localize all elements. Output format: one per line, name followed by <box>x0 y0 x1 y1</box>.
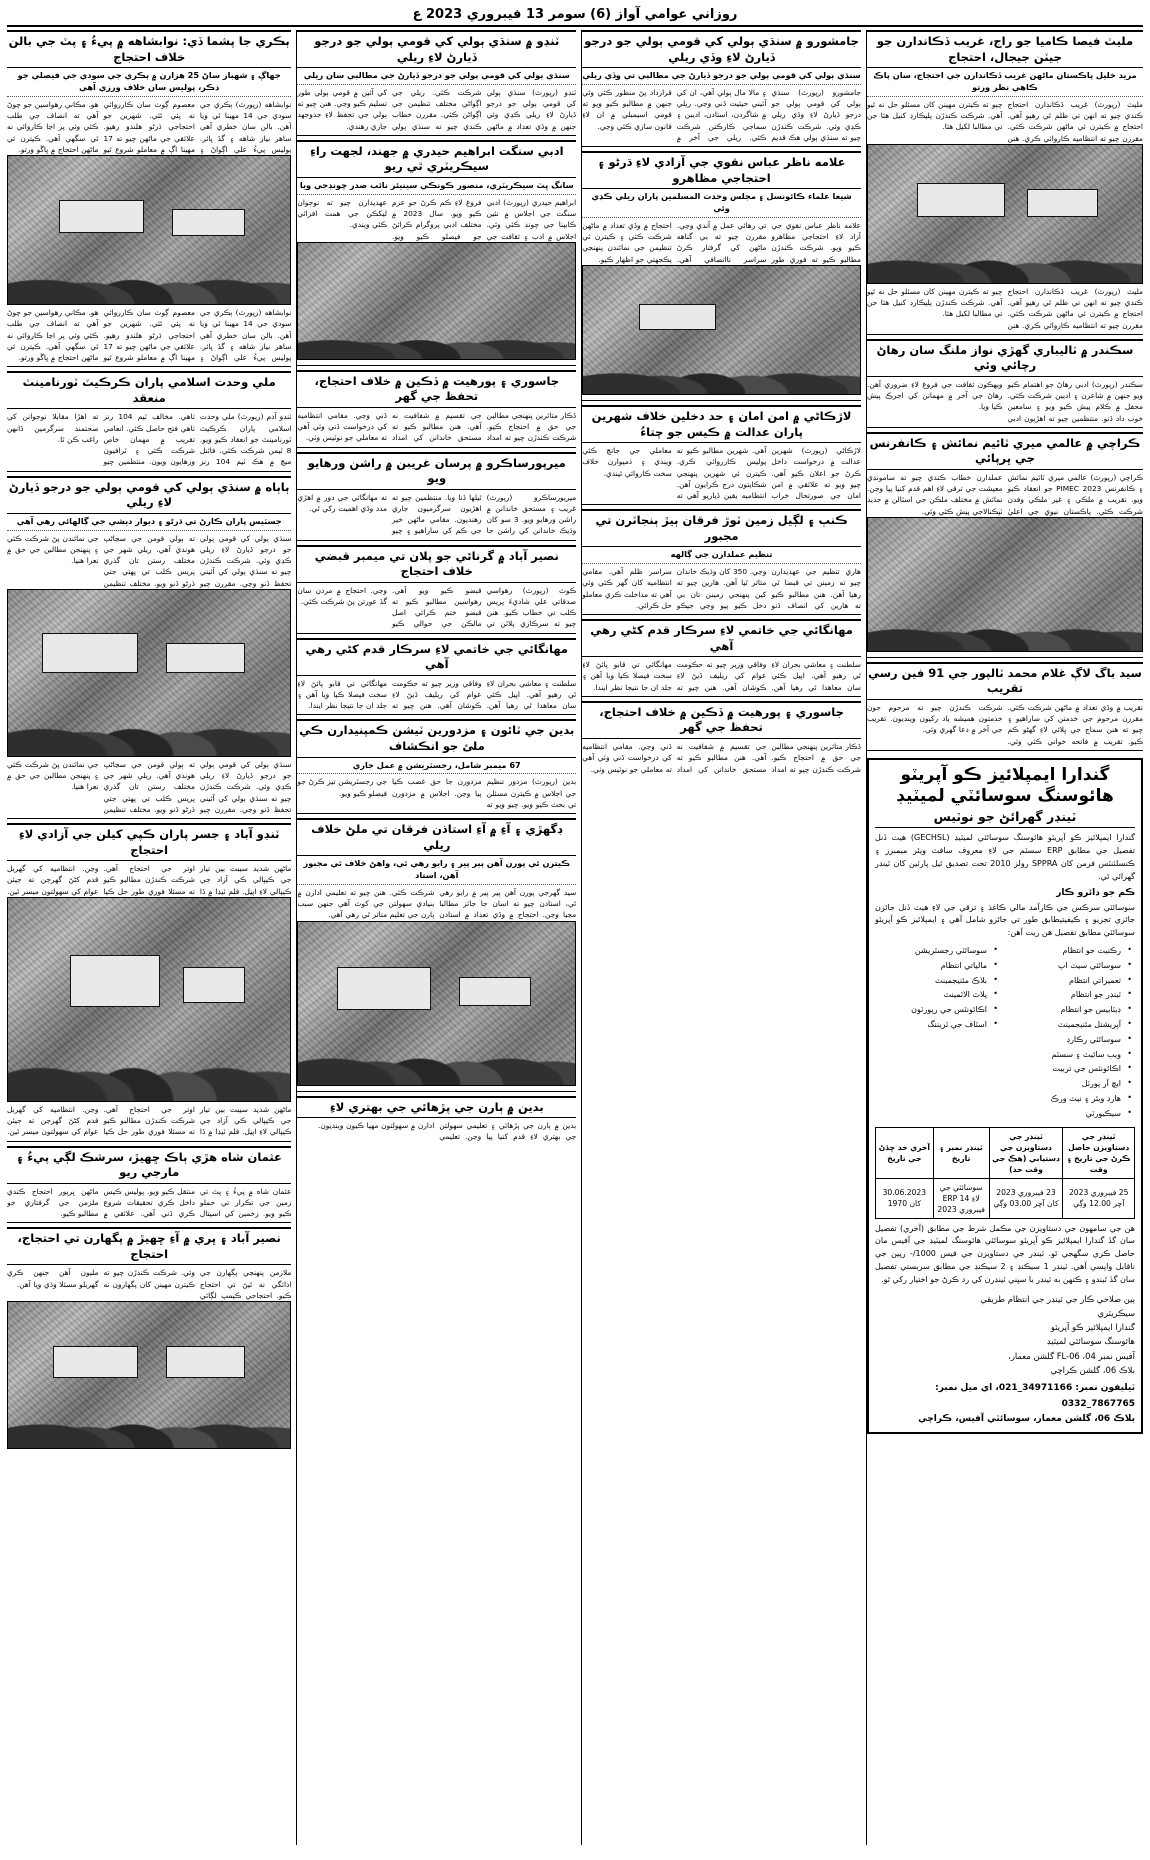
ad-section-heading: ڪم جو دائرو ڪار <box>1056 887 1135 898</box>
article-headline: سيد باگ لاڳ غلام محمد ٽالپور جي 91 فين رسي تقريب <box>867 662 1143 700</box>
masthead-title: روزاني عوامي آواز (6) سومر 13 فيبروري 2023 ع <box>7 5 1143 27</box>
advertisement[interactable] <box>867 758 1143 1434</box>
article-headline: بدين ۾ ٻارن جي پڙهائي جي بهتري لاءِ <box>297 1096 576 1119</box>
table-cell: سوسائٽي جي لاءِ ERP 14 فيبروري 2023 <box>933 1178 989 1218</box>
article[interactable] <box>297 452 576 541</box>
table-header-cell: ٽينڊر جي دستاويزن حاصل ڪرڻ جي تاريخ ۽ وقت <box>1063 1127 1135 1178</box>
article-photo <box>297 242 576 360</box>
column-2 <box>296 30 576 1845</box>
article-body: عثمان شاه ۾ پيءُ ۽ پٽ تي زمين جي تڪرار تي حملو ڪيو ويو. زخمين کي اسپتال منتقل ڪيو ويو. پوليس ڪيس داخل ڪري تحقيقات شروع ڪري ڏني آهي. علائقي ۾ ماڻهن ڀرپور احتجاج ڪندي ملزمن جي گرفتاري جو مطالبو ڪيو. <box>7 1186 292 1219</box>
photo-banner <box>459 977 531 1006</box>
article-headline: ٻاٻاه ۾ سنڌي ٻولي کي قومي ٻولي جو درجو ڏيارڻ لاءِ ريلي <box>7 476 291 514</box>
article[interactable] <box>867 30 1143 335</box>
article-headline: مهانگائي جي خاتمي لاءِ سرڪار قدم کڻي رهي آهي <box>582 619 861 657</box>
ad-scope-lists <box>875 944 1135 1122</box>
article-subhead: تنظيم عملدارن جي ڳالهه <box>582 549 861 564</box>
article[interactable] <box>7 476 291 819</box>
article-body: ابراهيم حيدري (رپورٽ) ادبي سنگت جي اجلاس ۾ نئين ڪابينا جي چونڊ ڪئي وئي. اجلاس ۾ ادب ۽ ثقافت جي فروغ لاءِ ڪم ڪرڻ جو عزم ڪيو ويو. سال 2023 ۾ مختلف ادبي پروگرام ڪرائڻ جو فيصلو ڪيو ويو. عهديدارن چيو ته نوجوان ليکڪن جي همت افزائي ڪئي ويندي. <box>297 197 577 241</box>
article-body: ملازمن پنهنجي پگهارن جي ادائگي نه ٿيڻ تي احتجاج ڪيو. احتجاجي ڪيمپ لڳائي وئي. شرڪت ڪندڙن چيو ته ڪيترن مهينن کان پگهارون نه مليون آهن جنهن ڪري گهريلو مسئلا وڌي ويا آهن. <box>7 1268 292 1300</box>
article-headline: ميرپورساڪرو ۾ پرسان غريبن ۾ راشن ورهايو ويو <box>297 452 576 490</box>
table-header-cell: ٽينڊر جي دستاويزن جي دستيابي (هڪ جي وقت حد) <box>989 1127 1063 1178</box>
article[interactable] <box>297 638 576 716</box>
table-cell: 23 فيبروري 2023 کان آچر 03.00 وڳي <box>989 1178 1063 1218</box>
article-subhead: سانگ ڀٽ سيڪريٽري، منصور ڪونڪي سينيئر نائب صدر چونڊجي ويا <box>297 180 576 195</box>
article-headline: بدين جي ٽائون ۽ مزدورين ٽيشن ڪمپنيدارن ڪي ملئ جو انڪشاف <box>297 719 576 757</box>
article-photo <box>7 155 291 305</box>
article-body: سلطنت ۽ معاشي بحران لاءِ ٿي رهيو آهي. اپيل ڪئي سان معاهدا ٿي رهيا آهن. وفاقي وزير چيو ته حڪومت عوام کي ريليف ڏيڻ لاءِ ڪوشان آهي. هنن چيو ته مهانگائي تي قابو پائڻ لاءِ سخت فيصلا ڪيا ويا آهن ۽ جلد ان جا نتيجا نظر ايندا. <box>297 678 577 711</box>
article-body: جامشورو (رپورٽ) سنڌي ٻولي کي قومي ٻولي جو درجو ڏيارڻ لاءِ وڏي ريلي ڪڍي وئي. شرڪت ڪندڙن چيو ته سنڌي ٻولي هڪ قديم ۽ مالا مال ٻولي آهي، ان کي آئيني حيثيت ڏني وڃي. ريلي ۾ شاگردن، استادن، اديبن ۽ سماجي ڪارڪنن شرڪت ڪئي. ريلي جي آخر ۾ قرارداد پڻ منظور ڪئي وئي جنهن ۾ مطالبو ڪيو ويو ته قومي اسيمبلي ۾ ان لاءِ قانون سازي ڪئي وڃي. <box>582 87 861 142</box>
table-cell: 30.06.2023 کان 1970 <box>875 1178 933 1218</box>
photo-banner <box>917 183 1005 216</box>
ad-subtitle: ٽينڊر گهرائڻ جو نوٽيس <box>875 809 1135 828</box>
article-headline: ٽنڊو آباد ۽ جسر پاران ڪپي کيلن جي آزادي لاءِ احتجاج <box>7 823 291 861</box>
ad-signature <box>875 1292 1135 1378</box>
article[interactable] <box>582 619 861 697</box>
photo-figures <box>868 197 1142 283</box>
article-headline: عثمان شاه هڙي ٻاڪ ڇهيڙ، سرشڪ لڳي پيءُ ۽ مارجي ريو <box>7 1146 291 1184</box>
article-body: سلطنت ۽ معاشي بحران لاءِ ٿي رهيو آهي. اپيل ڪئي سان معاهدا ٿي رهيا آهن. وفاقي وزير چيو ته حڪومت عوام کي ريليف ڏيڻ لاءِ ڪوشان آهي. هنن چيو ته مهانگائي تي قابو پائڻ لاءِ سخت فيصلا ڪيا ويا آهن ۽ جلد ان جا نتيجا نظر ايندا. <box>582 660 861 692</box>
photo-banner <box>337 967 431 1009</box>
article[interactable] <box>7 1227 291 1454</box>
article[interactable] <box>867 339 1143 428</box>
ad-list-item: • ٽينڊر جو انتظام <box>1009 988 1121 1003</box>
article-body: ماڻهن شديد سيبت بين تيار جي ڪيپالي ڪي آزاد جي ڪيپالي لاءِ اپيل. قلم ٽيڊا ۾ ڏا اوتر جي احتجاج آهي. شرڪت ڪندڙن مطالبو ڪيو ته مسئلا فوري طور حل ڪيا وڃن. انتظاميه کي گهربل قدم کڻڻ گهرجن ته جيئن عوام کي سهولتون ميسر ٿين. <box>7 864 292 896</box>
article-subhead: ڪيترن ئي پورن آهن پير پير ۽ رايو رهي ٿي، واهڻ خلاف ٿي مجبور آهن، استاد <box>297 858 576 885</box>
article[interactable] <box>7 1146 291 1224</box>
ad-list-item: • هارڊ ويئر ۽ نيٽ ورڪ <box>1009 1092 1121 1107</box>
article[interactable] <box>7 30 291 367</box>
ad-list-item: • سوسائٽي سيٽ اپ <box>1009 959 1121 974</box>
article-body: ڏڪار متاثرين پنهنجي مطالبن جي حق ۾ احتجاج ڪيو. شرڪت ڪندڙن چيو ته امداد جي تقسيم ۾ شفافيت نه آهي. هنن مطالبو ڪيو ته مستحق خاندانن کي امداد ڏني وڃي. مقامي انتظاميه کي درخواست ڏني وئي آهي ته معاملي جو نوٽيس وٺي. <box>582 742 861 774</box>
ad-sign-line: هائوسنگ سوسائٽي لميٽيڊ <box>1046 1336 1135 1347</box>
article-body: سيد گهرجي پورن آهن پير پير ۾ رايو رهي ٿي، استادن چيو ته اسان جا جائز مطالبا مڃيا وڃن. احتجاج ۾ وڏي تعداد ۾ استادن شرڪت ڪئي. هنن چيو ته تعليمي ادارن ۾ بنيادي سهولتن جي کوٽ آهي جنهن سبب ٻارن جي تعليم متاثر ٿي رهي آهي. <box>297 887 577 920</box>
article-subhead: جسٽيس پاران ڪارڻ تي ڌرڻو ۽ ديوار ديشي جي ڳالهائي رهي آهي <box>7 516 291 531</box>
ad-list-item: • سوسائٽي رڪارڊ <box>1009 1033 1121 1048</box>
ad-list-item: • ايڇ آر پورٽل <box>1009 1077 1121 1092</box>
article-subhead: شيعا علماء ڪائونسل ۽ مجلس وحدت المسلمين پاران ريلي ڪڍي وئي <box>582 191 861 218</box>
article-headline: علامه ناظر عباس نقوي جي آزادي لاءِ ڌرڻو ۽ احتجاجي مظاهرو <box>582 151 861 189</box>
ad-sign-line: ٻين صلاحي ڪار جي ٽينڊر جي انتظام طريقي <box>980 1293 1135 1304</box>
article-headline: جامشورو ۾ سنڌي ٻولي کي قومي ٻولي جو درجو ڏيارڻ لاءِ وڏي ريلي <box>582 30 861 68</box>
ad-sign-line: سيڪريٽري <box>1097 1307 1135 1318</box>
ad-tender-table <box>875 1127 1135 1219</box>
ad-list-item: • تعميراتي انتظام <box>1009 974 1121 989</box>
ad-intro: گندارا ايمپلائيز ڪو آپريٽو هائوسنگ سوسائٽي لميٽيڊ (GECHSL) هيٺ ڏنل تفصيل جي مطابق ERP سسٽم جي لاءِ معروف سافٽ ويئر ميمبرز ۽ ڪنسلٽنٽس فرمن کان SPPRA رولز 2010 تحت تصديق ٿيل پارٽين کان ٽينڊر گهرائي ٿي. <box>874 833 1135 881</box>
article[interactable] <box>582 509 861 615</box>
article-body: ڏڪار متاثرين پنهنجي مطالبن جي حق ۾ احتجاج ڪيو. شرڪت ڪندڙن چيو ته امداد جي تقسيم ۾ شفافيت نه آهي. هنن مطالبو ڪيو ته مستحق خاندانن کي امداد ڏني وڃي. مقامي انتظاميه کي درخواست ڏني وئي آهي ته معاملي جو نوٽيس وٺي. <box>297 410 577 443</box>
article-body: ڪراچي (رپورٽ) عالمي ميري ٽائيم نمائش ۽ ڪانفرنس PIMEC 2023 جو انعقاد ڪيو ويو. تقريب ۾ ملڪي ۽ غير ملڪي وفدن شرڪت ڪئي. پاڪستان نيوي جي اعليٰ عملدارن خطاب ڪندي چيو ته سامونڊي معيشت جي ترقي لاءِ اهم قدم کنيا پيا وڃن. نمائش ۾ مختلف ملڪن جي اسٽالن ۾ جديد ٽيڪنالاجي پيش ڪئي وئي. <box>866 472 1143 516</box>
article-photo <box>7 589 291 757</box>
article-subhead: 67 ميمبر شامل، رجسٽريشن ۾ عمل جاري <box>297 760 576 775</box>
article-headline: نصير آباد ۽ ڀري ۾ آءِ ڇهيڙ ۾ پگهارن تي احتجاج، احتجاج <box>7 1227 291 1265</box>
ad-list-item: • ڊيٽابيس جو انتظام <box>1009 1003 1121 1018</box>
article-body: سنڌي ٻولي کي قومي ٻولي جو درجو ڏيارڻ لاءِ ريلي ڪڍي وئي. شرڪت ڪندڙن چيو ته سنڌي ٻولي کي آئيني تحفظ ڏنو وڃي. مقررن چيو ته ٻولي قومن جي سڃاڻپ هوندي آهي. ريلي شهر جي مختلف رستن تان گذري پريس ڪلب تي پهتي جتي ڌرڻو ڏنو ويو. مختلف تنظيمن جي نمائندن پڻ شرڪت ڪئي ۽ پنهنجن مطالبن جي حق ۾ نعرا هنيا. <box>7 533 292 588</box>
article-body: لاڙڪاڻي (رپورٽ) شهرين عدالت ۾ درخواست داخل ڪرڻ جو اعلان ڪيو آهي. چيو ويو ته علائقي ۾ امن امان جي صورتحال خراب آهي. شهرين مطالبو ڪيو ته پوليس ڪارروائي ڪري. ڪيترن ئي شهرين پنهنجي شڪايتون درج ڪرايون آهن. انتظاميه يقين ڏياريو آهي ته معاملي جي جانچ ڪئي ويندي ۽ ذميوارن خلاف سخت ڪاروائي ٿيندي. <box>582 446 861 501</box>
photo-banner <box>183 967 245 1004</box>
article[interactable] <box>297 545 576 634</box>
article-photo <box>7 897 291 1102</box>
article-headline: مليٽ فيصا ڪاميا جو راج، غريب ڏڪاندارن جو جيٽن جيجال، احتجاج <box>867 30 1143 68</box>
article[interactable] <box>582 701 861 778</box>
article[interactable] <box>7 371 291 471</box>
article-headline: نصير آباد ۾ گرنائي جو پلان تي ميمبر قبضي خلاف احتجاج <box>297 545 576 583</box>
article-subhead: سنڌي ٻولي کي قومي ٻولي جو درجو ڏيارڻ جي مطالبي سان ريلي <box>297 70 576 85</box>
table-row <box>875 1178 1134 1218</box>
article[interactable] <box>297 719 576 814</box>
article-body: علامه ناظر عباس نقوي جي آزاد لاءِ احتجاجي مظاهرو ڪيو ويو. شرڪت ڪندڙن مطالبو ڪيو ته فوري طور تي رهائي عمل ۾ آندي وڃي. مقررن چيو ته بي گناهه ماڻهن کي گرفتار ڪرڻ سراسر ناانصافي آهي. احتجاج ۾ وڏي تعداد ۾ ماڻهن شرڪت ڪئي ۽ ڪيترن ئي تنظيمن جي نمائندن پنهنجي يڪجهتي جو اظهار ڪيو. <box>582 220 861 264</box>
article-headline: ٻڪري جا پشما ڏي: نوابشاهه ۾ پيءُ ۽ پٽ جي بالن خلاف احتجاج <box>7 30 291 68</box>
article-headline: ڪراچي ۾ عالمي ميري ٽائيم نمائش ۽ ڪانفرنس جي ڀرپائي <box>867 432 1143 470</box>
article[interactable] <box>867 432 1143 658</box>
photo-figures <box>8 1358 290 1449</box>
article-body-cont: نوابشاهه (رپورٽ) ٻڪري جي سودي جي 14 مهينا ٿي ويا آهن. بالن سان خطري آهي ساهر نياز شاهه ۽ گڏ ڀائر. پوليس پيءُ علي اڳواڻ ۽ معصوم ڳوٺ سان ڪارروائي نه پئي ٿئي. شهرين جو احتجاجي ڌرڻو هلندو رهيو. علائقي جي ماڻهن چيو ته 17 مهينا اڳ ۾ معاملو شروع ٿيو هو. مڪاني رهواسين جو چوڻ آهي ته انصاف جي طلب ڪئي وئي پر اڃا ڪاروائي نه ٿي سگهي آهي. ڪيترن ئي ماڻهن احتجاج ۾ ڀاڱو ورتو. <box>7 308 292 363</box>
article-photo <box>867 144 1143 284</box>
article-body: ميرپورساڪرو (رپورٽ) غريب ۽ مستحق خاندانن ۾ راشن ورهايو ويو. 3 سو کان وڌيڪ خاندانن کي راشن جا ٿيلها ڏنا ويا. منتظمين چيو ته اهڙيون سرگرميون جاري رهنديون. مقامي ماڻهن خير جي ڪم کي ساراهيو ۽ چيو ته مهانگائي جي دور ۾ اهڙي مدد وڏي اهميت رکي ٿي. <box>297 492 577 536</box>
ad-list-item: • بلاڪ مئنيجمينٽ <box>875 974 987 989</box>
article[interactable] <box>582 30 861 147</box>
table-header-cell: آخري حد ڇڏڻ جي تاريخ <box>875 1127 933 1178</box>
ad-contact <box>875 1381 1135 1427</box>
photo-banner <box>639 304 717 330</box>
article-body: تقريب ۾ وڏي تعداد ۾ ماڻهن شرڪت ڪئي. مقررن مرحوم جي خدمتن کي ساراهيو ۽ چيو ته هنن سماج جي ڀلائي لاءِ گهڻو ڪم ڪيو. تقريب ۾ فاتحه خواني ڪئي وئي. شرڪت ڪندڙن چيو ته مرحوم جون خدمتون هميشه ياد رکيون وينديون. تقريب جي آخر ۾ دعا گهري وئي. <box>866 702 1143 746</box>
photo-banner <box>70 955 160 1008</box>
table-cell: 25 فيبروري 2023 آچر 12.00 وڳي <box>1063 1178 1135 1218</box>
photo-figures <box>583 315 860 394</box>
ad-sign-line: آفيس نمبر 04، FL-06 گلشن معمار، <box>1008 1350 1135 1361</box>
column-1 <box>7 30 291 1845</box>
article-headline: ٽنڊو ۾ سنڌي ٻولي کي قومي ٻولي جو درجو ڏيارڻ لاءِ ريلي <box>297 30 576 68</box>
ad-list-item: • رڪنيت جو انتظام <box>1009 944 1121 959</box>
article[interactable] <box>867 662 1143 751</box>
ad-list-item: • مالياتي انتظام <box>875 959 987 974</box>
article-headline: مهانگائي جي خاتمي لاءِ سرڪار قدم کڻي رهي آهي <box>297 638 576 676</box>
article-headline: سڪندر ۾ ٽاليباري گهڙي نواز ملنگ سان رهاڻ رچائي وئي <box>867 339 1143 377</box>
article-photo <box>867 517 1143 652</box>
ad-list-item: • ويب سائيٽ ۽ سسٽم <box>1009 1048 1121 1063</box>
ad-paragraph: سوسائٽي سرڪس جي ڪارآمد مالي ڪاغذ ۽ ترقي جي لاءِ هيٺ ڏنل جائزن جائزي تجزيو ۽ ڪيفيتيطابق طور تي جائزو شامل آهي ۽ ايمپلائيز ڪو آپريٽو سوسائٽي مطابق تفصيل هن ريت آهن: <box>874 902 1135 938</box>
article-body: بدين ۾ ٻارن جي پڙهائي ۽ تعليمي سهولتن جي بهتري لاءِ قدم کنيا پيا وڃن. تعليمي ادارن ۾ سهولتون مهيا ڪيون وينديون. <box>318 1121 577 1142</box>
article-body: مليٽ (رپورٽ) غريب ڏڪاندارن احتجاج ڪندي چيو ته انهن تي ظلم ٿي رهيو آهي. احتجاج ۾ ڪيترن ئي ماڻهن شرڪت ڪئي. مقررن چيو ته انتظاميه ڪاروائي ڪري. هنن چيو ته ڪيترن مهينن کان مسئلو حل نه ٿيو آهي. شرڪت ڪندڙن پليڪارڊ کنيل هئا جن تي مطالبا لکيل هئا. <box>866 99 1143 143</box>
article-body-cont: ماڻهن شديد سيبت بين تيار جي ڪيپالي ڪي آزاد جي ڪيپالي لاءِ اپيل. قلم ٽيڊا ۾ ڏا اوتر جي احتجاج آهي. شرڪت ڪندڙن مطالبو ڪيو ته مسئلا فوري طور حل ڪيا وڃن. انتظاميه کي گهربل قدم کڻڻ گهرجن ته جيئن عوام کي سهولتون ميسر ٿين. <box>7 1104 292 1137</box>
ad-list-item: • اڪائونٽس جي تربيت <box>1009 1062 1121 1077</box>
columns-container <box>7 30 1143 1845</box>
ad-list-left <box>1009 944 1135 1122</box>
article[interactable] <box>582 151 861 401</box>
article-body: نوابشاهه (رپورٽ) ٻڪري جي سودي جي 14 مهينا ٿي ويا آهن. بالن سان خطري آهي ساهر نياز شاهه ۽ گڏ ڀائر. پوليس پيءُ علي اڳواڻ ۽ معصوم ڳوٺ سان ڪارروائي نه پئي ٿئي. شهرين جو احتجاجي ڌرڻو هلندو رهيو. علائقي جي ماڻهن چيو ته 17 مهينا اڳ ۾ معاملو شروع ٿيو هو. مڪاني رهواسين جو چوڻ آهي ته انصاف جي طلب ڪئي وئي پر اڃا ڪاروائي نه ٿي سگهي آهي. ڪيترن ئي ماڻهن احتجاج ۾ ڀاڱو ورتو. <box>7 99 292 154</box>
article-headline: جاسوري ۽ پورهيت ۾ ڏڪين ۾ خلاف احتجاج، تحفظ جي گهر <box>582 701 861 739</box>
article-body: هاري تنظيم جي عهديدارن چيو ته زمينن تي قبضا ٿي رهيا آهن. هنن مطالبو ڪيو ته هارين کي انصاف ڏنو وڃي. 350 کان وڌيڪ خاندان متاثر ٿيا آهن. هارين چيو ته کين پنهنجي زمينن تان بي دخل ڪيو پيو وڃي جيڪو سراسر ظلم آهي. مقامي انتظاميه کان گهر ڪئي وئي آهي ته مداخلت ڪري معاملو حل ڪرائي. <box>582 567 861 610</box>
article-photo <box>297 921 576 1086</box>
article-subhead: سنڌي ٻولي کي قومي ٻولي جو درجو ڏيارڻ جي مطالبي تي وڏي ريلي <box>582 70 861 85</box>
ad-list-item: • اسٽاف جي ٽريننگ <box>875 1018 987 1033</box>
table-header-row <box>875 1127 1134 1178</box>
article[interactable] <box>7 823 291 1142</box>
photo-banner <box>1027 189 1098 217</box>
ad-footer-text: هن جي سامهون جي دستاويزن جي مڪمل شرط جي مطابق (آخري) تفصيل سان گڏ گندارا ايمپلائيز ڪو آپريٽو سوسائٽي هائوسنگ لميٽيڊ جي آفيس مان حاصل ڪري سگهجي ٿو. ٽينڊر جي دستاويزن جي فيس 1000/- رپين جي ناقابل واپسي آهي. ٽينڊر 1 سيڪنڊ ۽ 2 سيڪنڊ جي مطابق سربستي تفصيل سان گڏ ٿيندو ۽ ڪنهن به ٽينڊر يا سڀني ٽينڊرن کي رد ڪرڻ جو اختيار رکي ٿو. <box>874 1223 1135 1284</box>
article-headline: ادبي سنگت ابراهيم حيدري ۾ جهند، لجهت راءِ سيڪريٽري ٿي ريو <box>297 140 576 178</box>
article[interactable] <box>297 30 576 136</box>
photo-banner <box>53 1346 138 1378</box>
article-body: ڪوٽ (رپورٽ) رهواسي صدقاتي علي شاديءَ پريس ڪلب تي خطاب ڪيو. هنن چيو ته سرڪاري پلاٽن تي قبضو ڪيو ويو آهي. رهواسين مطالبو ڪيو ته قبضو ختم ڪرائي اصل مالڪن جي حوالي ڪيو وڃي. احتجاج ۾ مردن سان گڏ عورتن پڻ شرڪت ڪئي. <box>297 585 577 629</box>
table-header-cell: ٽينڊر نمبر ۽ تاريخ <box>933 1127 989 1178</box>
ad-list-item: • اڪائونٽس جي رپورٽون <box>875 1003 987 1018</box>
photo-banner <box>172 209 245 236</box>
article-headline: لاڙڪاڻي ۾ امن امان ۽ حد دخلين خلاف شهرين پاران عدالت ۾ ڪيس جو چتاءُ <box>582 405 861 443</box>
article-headline: ڪنٻ ۽ لڳيل زمين ٽوڙ فرقان ٻيڙ ٻنجاٽرن تي مجبور <box>582 509 861 547</box>
ad-list-item: • سوسائٽي رجسٽريشن <box>875 944 987 959</box>
article-body: سڪندر (رپورٽ) ادبي رهاڻ جو اهتمام ڪيو ويو جنهن ۾ شاعرن ۽ اديبن شرڪت ڪئي. محفل ۾ ڪلام پيش ڪيو ويو ۽ سامعين خوب داد ڏنو. منتظمين چيو ته اهڙيون ادبي ويهڪون ثقافت جي فروغ لاءِ ضروري آهن. رهاڻ جي آخر ۾ مهمانن کي اجرڪ پيش ڪيا ويا. <box>866 379 1143 423</box>
photo-banner <box>166 643 245 673</box>
ad-phone-line: ٽيليفون نمبر: 34971166_021، اي ميل نمبر: 7867765_0332 <box>935 1383 1135 1409</box>
article-body-cont: سنڌي ٻولي کي قومي ٻولي جو درجو ڏيارڻ لاءِ ريلي ڪڍي وئي. شرڪت ڪندڙن چيو ته سنڌي ٻولي کي آئيني تحفظ ڏنو وڃي. مقررن چيو ته ٻولي قومن جي سڃاڻپ هوندي آهي. ريلي شهر جي مختلف رستن تان گذري پريس ڪلب تي پهتي جتي ڌرڻو ڏنو ويو. مختلف تنظيمن جي نمائندن پڻ شرڪت ڪئي ۽ پنهنجن مطالبن جي حق ۾ نعرا هنيا. <box>7 759 292 814</box>
photo-banner <box>59 200 144 233</box>
article[interactable] <box>582 405 861 505</box>
ad-list-item: • آپريشنل مئنيجمينٽ <box>1009 1018 1121 1033</box>
ad-address-line: بلاڪ 06، گلشن معمار، سوسائٽي آفيس، ڪراچي <box>918 1413 1135 1424</box>
article-photo <box>582 265 861 395</box>
photo-figures <box>8 212 290 304</box>
article-subhead: مريد خليل پاڪستان ماڻهن غريب ڏڪاندارن جي احتجاج، سان پاڪ ڪاهي نظر ورتو <box>867 70 1143 97</box>
ad-sign-line: گندارا ايمپلائيز ڪو آپريٽو <box>1050 1322 1135 1333</box>
article[interactable] <box>297 1096 576 1146</box>
ad-list-item: • سيڪيورٽي <box>1009 1107 1121 1122</box>
ad-list-item: • پلاٽ الاٽمينٽ <box>875 988 987 1003</box>
article-photo <box>7 1301 291 1449</box>
photo-banner <box>166 1346 245 1378</box>
article-body-cont: مليٽ (رپورٽ) غريب ڏڪاندارن احتجاج ڪندي چيو ته انهن تي ظلم ٿي رهيو آهي. احتجاج ۾ ڪيترن ئي ماڻهن شرڪت ڪئي. مقررن چيو ته انتظاميه ڪاروائي ڪري. هنن چيو ته ڪيترن مهينن کان مسئلو حل نه ٿيو آهي. شرڪت ڪندڙن پليڪارڊ کنيل هئا جن تي مطالبا لکيل هئا. <box>866 286 1143 330</box>
photo-banner <box>42 633 138 673</box>
article[interactable] <box>297 370 576 448</box>
article-body: ٽنڊو (رپورٽ) سنڌي ٻولي کي قومي ٻولي جو درجو ڏيارڻ لاءِ ريلي ڪڍي وئي جنهن ۾ وڏي تعداد ۾ ماڻهن شرڪت ڪئي. ريلي جي اڳواڻي مختلف تنظيمن جي اڳواڻن ڪئي. مقررن خطاب ڪندي چيو ته سنڌي ٻولي کي آئين ۾ قومي ٻولي طور تسليم ڪيو وڃي. هنن چيو ته ٻولي جي تحفظ لاءِ جدوجهد جاري رهندي. <box>297 87 577 131</box>
article[interactable] <box>297 140 576 366</box>
article-headline: جاسوري ۽ پورهيت ۾ ڏڪين ۾ خلاف احتجاج، تحفظ جي گهر <box>297 370 576 408</box>
photo-figures <box>298 287 575 359</box>
article-subhead: جهاڳ ۽ شهباز ساڻ 25 هزارن ۾ ٻڪري جي سودي جي فيصلي جو ذڪر، پوليس سان خلاف ورزي آهي <box>7 70 291 97</box>
article-headline: ڊگهڙي ۽ آءِ ۾ آءِ استاذن فرقان تي ملڻ خلاف ريلي <box>297 818 576 856</box>
article-body: بدين (رپورٽ) مزدور تنظيم جي اجلاس ۾ ڪيترن مسئلن تي بحث ڪيو ويو. چيو ويو ته مزدورن جا حق غصب ڪيا پيا وڃن. اجلاس ۾ مزدورن جي رجسٽريشن تيز ڪرڻ جو فيصلو ڪيو ويو. <box>297 777 577 809</box>
photo-figures <box>868 568 1142 650</box>
column-3 <box>581 30 861 1845</box>
article-headline: ملي وحدت اسلامي پاران ڪرڪيٽ ٽورنامينٽ منعقد <box>7 371 291 409</box>
ad-sign-line: بلاڪ 06، گلشن ڪراچي <box>1050 1364 1135 1375</box>
article[interactable] <box>297 818 576 1092</box>
ad-list-right <box>875 944 1001 1122</box>
article-body: ٽنڊو آدم (رپورٽ) ملي وحدت اسلامي پاران ڪرڪيٽ ٽورنامينٽ جو انعقاد ڪيو ويو. 8 ٽيمن شرڪت ڪئي. فائنل ميچ ۾ هڪ ٽيم 104 رنز ٺاهي. مخالف ٽيم 104 رنز ٺاهي فتح حاصل ڪئي. انعامي تقريب ۾ مهمان خاص شرڪت ڪئي ۽ ٽرافيون ورهايون ويون. منتظمين چيو ته اهڙا مقابلا نوجوانن کي صحتمند سرگرمين ڏانهن راغب ڪن ٿا. <box>7 412 292 467</box>
ad-title: گندارا ايمپلائيز ڪو آپريٽو هائوسنگ سوسائٽي لميٽيڊ <box>896 764 1114 807</box>
column-4 <box>866 30 1143 1845</box>
